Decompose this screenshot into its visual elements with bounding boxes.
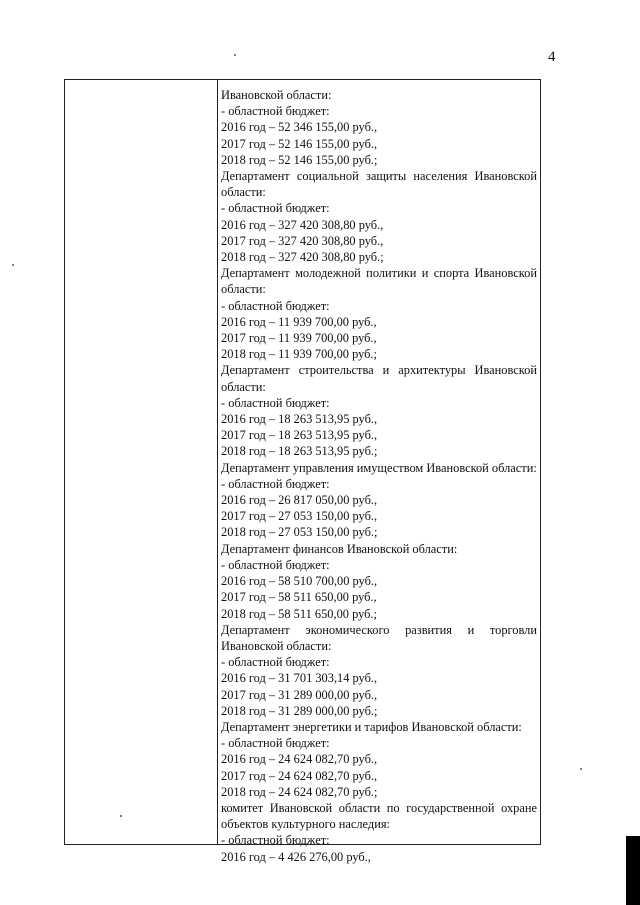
text-line: Департамент финансов Ивановской области: — [221, 541, 458, 556]
text-line: области: — [221, 379, 266, 394]
text-line: - областной бюджет: — [221, 833, 330, 848]
text-line: области: — [221, 185, 266, 200]
text-line: - областной бюджет: — [221, 201, 330, 216]
scan-speck — [580, 768, 582, 770]
column-divider — [217, 80, 218, 844]
text-line: комитет Ивановской области по государственной охране — [221, 800, 537, 815]
text-line: 2016 год – 52 346 155,00 руб., — [221, 120, 378, 135]
text-line: 2018 год – 58 511 650,00 руб.; — [221, 606, 377, 621]
budget-text-cell — [221, 87, 537, 865]
text-line: 2016 год – 58 510 700,00 руб., — [221, 574, 378, 589]
text-line: Департамент экономического развития и торговли — [221, 622, 537, 637]
scan-edge-bar — [626, 836, 640, 905]
scan-speck — [120, 815, 122, 817]
text-line: Департамент социальной защиты населения Ивановской — [221, 169, 537, 184]
text-line: 2016 год – 4 426 276,00 руб., — [221, 849, 371, 864]
text-line: 2018 год – 18 263 513,95 руб.; — [221, 444, 378, 459]
text-line: 2017 год – 24 624 082,70 руб., — [221, 768, 378, 783]
text-line: - областной бюджет: — [221, 557, 330, 572]
text-line: объектов культурного наследия: — [221, 817, 390, 832]
text-line: Ивановской области: — [221, 88, 332, 102]
text-line: 2018 год – 27 053 150,00 руб.; — [221, 525, 378, 540]
text-line: Департамент энергетики и тарифов Ивановской области: — [221, 719, 522, 734]
scan-speck — [234, 54, 236, 56]
text-line: 2018 год – 52 146 155,00 руб.; — [221, 152, 378, 167]
text-line: 2017 год – 11 939 700,00 руб., — [221, 331, 377, 346]
budget-table — [64, 79, 541, 864]
text-line: Ивановской области: — [221, 638, 332, 653]
text-line: 2018 год – 11 939 700,00 руб.; — [221, 347, 377, 362]
text-line: 2016 год – 11 939 700,00 руб., — [221, 314, 377, 329]
text-line: - областной бюджет: — [221, 395, 330, 410]
text-line: 2017 год – 18 263 513,95 руб., — [221, 428, 378, 443]
page-number: 4 — [548, 49, 556, 65]
text-line: области: — [221, 282, 266, 297]
text-line: - областной бюджет: — [221, 104, 330, 119]
text-line: 2017 год – 27 053 150,00 руб., — [221, 509, 378, 524]
text-line: Департамент управления имуществом Ивановской области: — [221, 460, 537, 475]
text-line: - областной бюджет: — [221, 655, 330, 670]
text-line: Департамент молодежной политики и спорта Ивановской — [221, 266, 537, 281]
text-line: 2016 год – 18 263 513,95 руб., — [221, 412, 378, 427]
text-line: 2016 год – 327 420 308,80 руб., — [221, 217, 384, 232]
scan-speck — [12, 264, 14, 266]
text-line: - областной бюджет: — [221, 298, 330, 313]
text-line: 2017 год – 52 146 155,00 руб., — [221, 136, 378, 151]
text-line: - областной бюджет: — [221, 736, 330, 751]
text-line: 2016 год – 24 624 082,70 руб., — [221, 752, 378, 767]
text-line: Департамент строительства и архитектуры Ивановской — [221, 363, 537, 378]
text-line: 2018 год – 31 289 000,00 руб.; — [221, 703, 378, 718]
text-line: 2016 год – 31 701 303,14 руб., — [221, 671, 378, 686]
text-line: 2018 год – 327 420 308,80 руб.; — [221, 250, 384, 265]
text-line: 2017 год – 31 289 000,00 руб., — [221, 687, 378, 702]
text-line: 2016 год – 26 817 050,00 руб., — [221, 493, 378, 508]
text-line: 2017 год – 327 420 308,80 руб., — [221, 233, 384, 248]
text-line: 2018 год – 24 624 082,70 руб.; — [221, 784, 378, 799]
text-line: 2017 год – 58 511 650,00 руб., — [221, 590, 377, 605]
text-line: - областной бюджет: — [221, 476, 330, 491]
